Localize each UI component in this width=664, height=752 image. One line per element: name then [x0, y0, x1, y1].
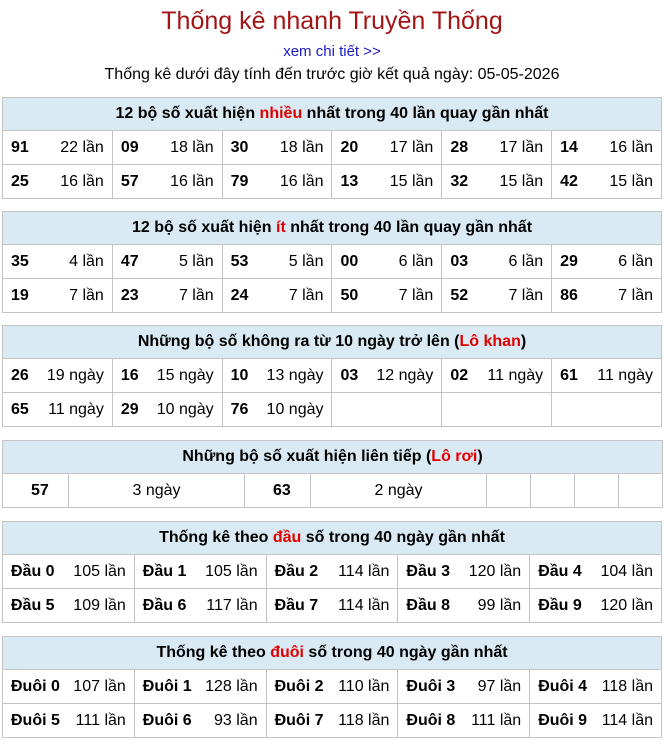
number-cell: 57 16 lần — [112, 165, 222, 199]
duoi-table — [2, 636, 662, 738]
number-cell: 10 13 ngày — [222, 359, 332, 393]
empty-cell — [531, 474, 575, 508]
number-cell: 20 17 lần — [332, 131, 442, 165]
table-row — [3, 555, 662, 589]
number-cell: 52 7 lần — [442, 279, 552, 313]
lo-khan-table — [2, 325, 662, 427]
number-cell: 03 6 lần — [442, 245, 552, 279]
lo-roi-table — [2, 440, 663, 508]
empty-cell — [332, 393, 442, 427]
empty-cell — [575, 474, 619, 508]
least-frequent-heading: 12 bộ số xuất hiện ít nhất trong 40 lần quay gần nhất — [3, 212, 662, 245]
tail-digit-cell: Đuôi 9 114 lần — [530, 704, 662, 738]
table-row — [3, 670, 662, 704]
number-cell: 23 7 lần — [112, 279, 222, 313]
lo-khan-heading: Những bộ số không ra từ 10 ngày trở lên (Lô khan) — [3, 326, 662, 359]
empty-cell — [442, 393, 552, 427]
streak-number: 63 — [245, 474, 311, 508]
tail-digit-cell: Đuôi 0 107 lần — [3, 670, 135, 704]
dau-table — [2, 521, 662, 623]
least-frequent-table — [2, 211, 662, 313]
number-cell: 14 16 lần — [552, 131, 662, 165]
detail-link[interactable]: xem chi tiết >> — [283, 43, 381, 60]
number-cell: 61 11 ngày — [552, 359, 662, 393]
tail-digit-cell: Đuôi 4 118 lần — [530, 670, 662, 704]
number-cell: 03 12 ngày — [332, 359, 442, 393]
number-cell: 02 11 ngày — [442, 359, 552, 393]
number-cell: 76 10 ngày — [222, 393, 332, 427]
most-frequent-heading: 12 bộ số xuất hiện nhiều nhất trong 40 lần quay gần nhất — [3, 98, 662, 131]
table-row — [3, 245, 662, 279]
lo-roi-heading: Những bộ số xuất hiện liên tiếp (Lô rơi) — [3, 441, 663, 474]
table-row — [3, 131, 662, 165]
head-digit-cell: Đầu 7 114 lần — [266, 589, 398, 623]
number-cell: 19 7 lần — [3, 279, 113, 313]
table-row — [3, 359, 662, 393]
number-cell: 00 6 lần — [332, 245, 442, 279]
number-cell: 53 5 lần — [222, 245, 332, 279]
tail-digit-cell: Đuôi 2 110 lần — [266, 670, 398, 704]
number-cell: 86 7 lần — [552, 279, 662, 313]
subtitle: Thống kê dưới đây tính đến trước giờ kết quả ngày: 05-05-2026 — [104, 66, 560, 83]
dau-heading: Thống kê theo đầu số trong 40 ngày gần nhất — [3, 522, 662, 555]
table-row — [3, 589, 662, 623]
head-digit-cell: Đầu 8 99 lần — [398, 589, 530, 623]
streak-days: 2 ngày — [311, 474, 487, 508]
table-row — [3, 704, 662, 738]
tail-digit-cell: Đuôi 3 97 lần — [398, 670, 530, 704]
tail-digit-cell: Đuôi 6 93 lần — [134, 704, 266, 738]
head-digit-cell: Đầu 4 104 lần — [530, 555, 662, 589]
number-cell: 24 7 lần — [222, 279, 332, 313]
head-digit-cell: Đầu 5 109 lần — [3, 589, 135, 623]
most-frequent-table — [2, 97, 662, 199]
table-row — [3, 474, 663, 508]
empty-cell — [619, 474, 663, 508]
number-cell: 29 10 ngày — [112, 393, 222, 427]
number-cell: 91 22 lần — [3, 131, 113, 165]
page-title: Thống kê nhanh Truyền Thống — [161, 7, 503, 35]
number-cell: 26 19 ngày — [3, 359, 113, 393]
number-cell: 35 4 lần — [3, 245, 113, 279]
empty-cell — [487, 474, 531, 508]
head-digit-cell: Đầu 3 120 lần — [398, 555, 530, 589]
number-cell: 32 15 lần — [442, 165, 552, 199]
table-row — [3, 279, 662, 313]
number-cell: 79 16 lần — [222, 165, 332, 199]
number-cell: 30 18 lần — [222, 131, 332, 165]
number-cell: 28 17 lần — [442, 131, 552, 165]
tail-digit-cell: Đuôi 5 111 lần — [3, 704, 135, 738]
tail-digit-cell: Đuôi 7 118 lần — [266, 704, 398, 738]
head-digit-cell: Đầu 0 105 lần — [3, 555, 135, 589]
number-cell: 65 11 ngày — [3, 393, 113, 427]
tail-digit-cell: Đuôi 8 111 lần — [398, 704, 530, 738]
number-cell: 13 15 lần — [332, 165, 442, 199]
table-row — [3, 165, 662, 199]
number-cell: 29 6 lần — [552, 245, 662, 279]
table-row — [3, 393, 662, 427]
head-digit-cell: Đầu 6 117 lần — [134, 589, 266, 623]
number-cell: 25 16 lần — [3, 165, 113, 199]
number-cell: 09 18 lần — [112, 131, 222, 165]
head-digit-cell: Đầu 1 105 lần — [134, 555, 266, 589]
head-digit-cell: Đầu 9 120 lần — [530, 589, 662, 623]
number-cell: 47 5 lần — [112, 245, 222, 279]
number-cell: 42 15 lần — [552, 165, 662, 199]
head-digit-cell: Đầu 2 114 lần — [266, 555, 398, 589]
duoi-heading: Thống kê theo đuôi số trong 40 ngày gần nhất — [3, 637, 662, 670]
number-cell: 50 7 lần — [332, 279, 442, 313]
empty-cell — [552, 393, 662, 427]
tail-digit-cell: Đuôi 1 128 lần — [134, 670, 266, 704]
streak-days: 3 ngày — [69, 474, 245, 508]
streak-number: 57 — [3, 474, 69, 508]
number-cell: 16 15 ngày — [112, 359, 222, 393]
